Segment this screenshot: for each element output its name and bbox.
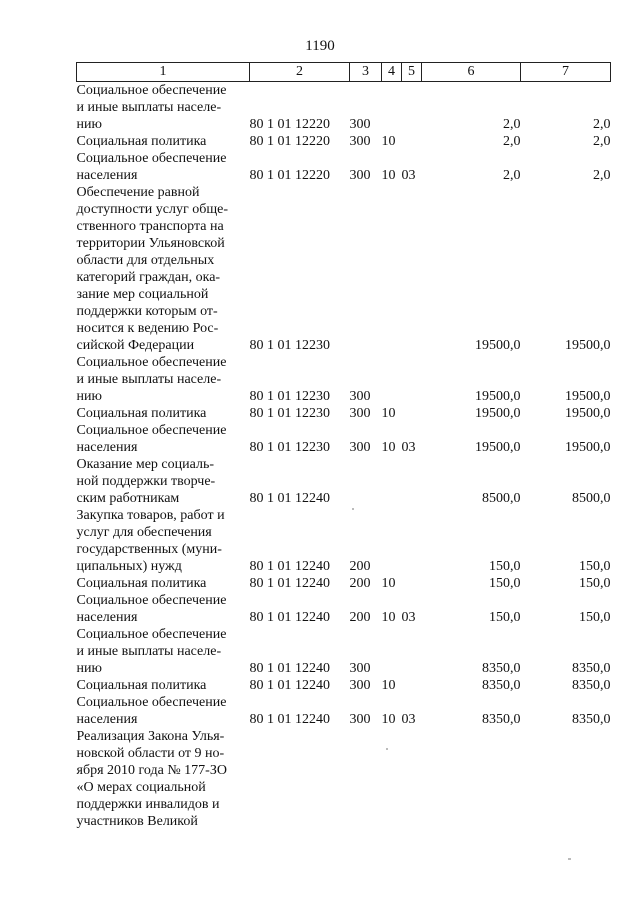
- row-code-cell: 80 1 01 12240: [249, 610, 330, 625]
- column-header-7: 7: [521, 63, 611, 82]
- row-rz-cell: [382, 82, 402, 134]
- row-rz-cell: [382, 626, 402, 677]
- row-name-cell: Оказание мер социаль- ной поддержки творче- ским работникам: [76, 457, 216, 506]
- row-rz-cell: 10: [381, 440, 396, 455]
- row-vr-cell: 300: [349, 389, 371, 404]
- row-name-cell: Социальное обеспечение населения: [76, 423, 227, 455]
- row-code-cell: 80 1 01 12220: [249, 134, 330, 149]
- table-row: [77, 354, 611, 405]
- row-value-col6-cell: 19500,0: [475, 338, 521, 353]
- row-value-col6-cell: 150,0: [489, 559, 521, 574]
- row-rz-cell: [382, 728, 402, 830]
- row-pr-cell: [402, 507, 422, 575]
- row-code-cell: 80 1 01 12230: [249, 440, 330, 455]
- row-name-cell: Социальная политика: [76, 576, 207, 591]
- row-value-col7-cell: [521, 728, 611, 830]
- row-value-col7-cell: 19500,0: [565, 338, 611, 353]
- row-value-col7-cell: 19500,0: [565, 440, 611, 455]
- table-row: [77, 133, 611, 150]
- row-vr-cell: 200: [349, 610, 371, 625]
- row-name-cell: Реализация Закона Улья- новской области от 9 но- ября 2010 года № 177-ЗО «О мерах социальной поддержки инвалидов и участников Великой: [76, 729, 227, 829]
- row-pr-cell: 03: [401, 168, 416, 183]
- row-code-cell: 80 1 01 12230: [249, 389, 330, 404]
- row-vr-cell: 300: [349, 440, 371, 455]
- row-name-cell: Социальное обеспечение и иные выплаты населе- нию: [76, 355, 227, 404]
- row-code-cell: 80 1 01 12240: [249, 576, 330, 591]
- row-name-cell: Социальная политика: [76, 406, 207, 421]
- row-value-col6-cell: [422, 728, 521, 830]
- row-value-col6-cell: 19500,0: [475, 440, 521, 455]
- row-pr-cell: [402, 133, 422, 150]
- table-row: [77, 405, 611, 422]
- scan-artifact: [568, 858, 571, 860]
- table-row: [77, 82, 611, 134]
- row-pr-cell: [402, 456, 422, 507]
- table-row: [77, 694, 611, 728]
- row-value-col6-cell: 8350,0: [482, 712, 521, 727]
- row-rz-cell: 10: [381, 168, 396, 183]
- row-vr-cell: 300: [349, 661, 371, 676]
- header-row: [77, 63, 611, 82]
- table-row: [77, 728, 611, 830]
- row-value-col7-cell: 150,0: [579, 576, 611, 591]
- row-code-cell: 80 1 01 12230: [249, 406, 330, 421]
- scan-artifact: [352, 508, 354, 510]
- column-header-2: 2: [250, 63, 350, 82]
- row-value-col7-cell: 150,0: [579, 559, 611, 574]
- row-rz-cell: 10: [381, 406, 396, 421]
- row-code-cell: 80 1 01 12240: [249, 559, 330, 574]
- row-code-cell: [250, 728, 350, 830]
- row-name-cell: Социальное обеспечение и иные выплаты населе- нию: [76, 83, 227, 132]
- row-rz-cell: [382, 456, 402, 507]
- column-header-5: 5: [402, 63, 422, 82]
- column-header-6: 6: [422, 63, 521, 82]
- table-row: [77, 150, 611, 184]
- row-value-col7-cell: 19500,0: [565, 389, 611, 404]
- row-code-cell: 80 1 01 12240: [249, 491, 330, 506]
- row-vr-cell: 300: [349, 678, 371, 693]
- column-header-4: 4: [382, 63, 402, 82]
- row-name-cell: Социальное обеспечение населения: [76, 695, 227, 727]
- row-pr-cell: 03: [401, 610, 416, 625]
- row-value-col6-cell: 8350,0: [482, 661, 521, 676]
- row-code-cell: 80 1 01 12240: [249, 712, 330, 727]
- row-value-col6-cell: 2,0: [503, 117, 521, 132]
- row-value-col6-cell: 19500,0: [475, 406, 521, 421]
- column-header-1: 1: [77, 63, 250, 82]
- row-value-col7-cell: 2,0: [593, 117, 611, 132]
- row-vr-cell: 300: [349, 117, 371, 132]
- row-value-col7-cell: 19500,0: [565, 406, 611, 421]
- row-value-col6-cell: 150,0: [489, 576, 521, 591]
- row-vr-cell: 200: [349, 576, 371, 591]
- row-rz-cell: [382, 354, 402, 405]
- table-row: [77, 422, 611, 456]
- row-pr-cell: [402, 82, 422, 134]
- row-value-col7-cell: 8500,0: [572, 491, 611, 506]
- row-value-col6-cell: 8500,0: [482, 491, 521, 506]
- row-vr-cell: [350, 728, 382, 830]
- row-vr-cell: 300: [349, 134, 371, 149]
- page-number: 1190: [305, 38, 335, 54]
- row-rz-cell: 10: [381, 576, 396, 591]
- row-name-cell: Закупка товаров, работ и услуг для обеспечения государственных (муни- ципальных) нужд: [76, 508, 225, 574]
- budget-table: [76, 62, 611, 830]
- row-vr-cell: 200: [349, 559, 371, 574]
- row-code-cell: 80 1 01 12240: [249, 678, 330, 693]
- row-code-cell: 80 1 01 12240: [249, 661, 330, 676]
- row-vr-cell: 300: [349, 168, 371, 183]
- row-rz-cell: 10: [381, 678, 396, 693]
- row-name-cell: Социальная политика: [76, 134, 207, 149]
- table-row: [77, 575, 611, 592]
- row-pr-cell: [402, 184, 422, 354]
- row-value-col6-cell: 2,0: [503, 168, 521, 183]
- row-value-col6-cell: 19500,0: [475, 389, 521, 404]
- row-rz-cell: [382, 507, 402, 575]
- table-row: [77, 626, 611, 677]
- row-value-col7-cell: 150,0: [579, 610, 611, 625]
- row-code-cell: 80 1 01 12220: [249, 117, 330, 132]
- row-vr-cell: [350, 456, 382, 507]
- row-name-cell: Социальное обеспечение населения: [76, 593, 227, 625]
- row-pr-cell: [402, 677, 422, 694]
- row-pr-cell: 03: [401, 712, 416, 727]
- row-vr-cell: 300: [349, 712, 371, 727]
- row-rz-cell: [382, 184, 402, 354]
- row-rz-cell: 10: [381, 134, 396, 149]
- row-value-col7-cell: 8350,0: [572, 678, 611, 693]
- row-rz-cell: 10: [381, 712, 396, 727]
- row-value-col7-cell: 2,0: [593, 168, 611, 183]
- row-name-cell: Обеспечение равной доступности услуг обще- ственного транспорта на территории Ульяновской области для отдельных категорий граждан, ока- зание мер социальной поддержки которым от- носится к ведению Рос- сийской Федерации: [76, 185, 228, 353]
- row-name-cell: Социальная политика: [76, 678, 207, 693]
- table-row: [77, 184, 611, 354]
- row-name-cell: Социальное обеспечение и иные выплаты населе- нию: [76, 627, 227, 676]
- column-header-3: 3: [350, 63, 382, 82]
- table-row: [77, 456, 611, 507]
- row-value-col7-cell: 8350,0: [572, 712, 611, 727]
- row-pr-cell: [402, 728, 422, 830]
- row-pr-cell: [402, 575, 422, 592]
- row-value-col6-cell: 8350,0: [482, 678, 521, 693]
- table-row: [77, 677, 611, 694]
- row-code-cell: 80 1 01 12230: [249, 338, 330, 353]
- table-header: [77, 63, 611, 82]
- row-name-cell: Социальное обеспечение населения: [76, 151, 227, 183]
- row-code-cell: 80 1 01 12220: [249, 168, 330, 183]
- table-row: [77, 592, 611, 626]
- table-body: [77, 82, 611, 831]
- row-value-col7-cell: 8350,0: [572, 661, 611, 676]
- row-value-col7-cell: 2,0: [593, 134, 611, 149]
- row-rz-cell: 10: [381, 610, 396, 625]
- row-vr-cell: 300: [349, 406, 371, 421]
- row-value-col6-cell: 150,0: [489, 610, 521, 625]
- row-pr-cell: 03: [401, 440, 416, 455]
- row-pr-cell: [402, 626, 422, 677]
- row-vr-cell: [350, 184, 382, 354]
- row-pr-cell: [402, 354, 422, 405]
- row-pr-cell: [402, 405, 422, 422]
- scan-artifact: [386, 748, 388, 750]
- row-value-col6-cell: 2,0: [503, 134, 521, 149]
- table-row: [77, 507, 611, 575]
